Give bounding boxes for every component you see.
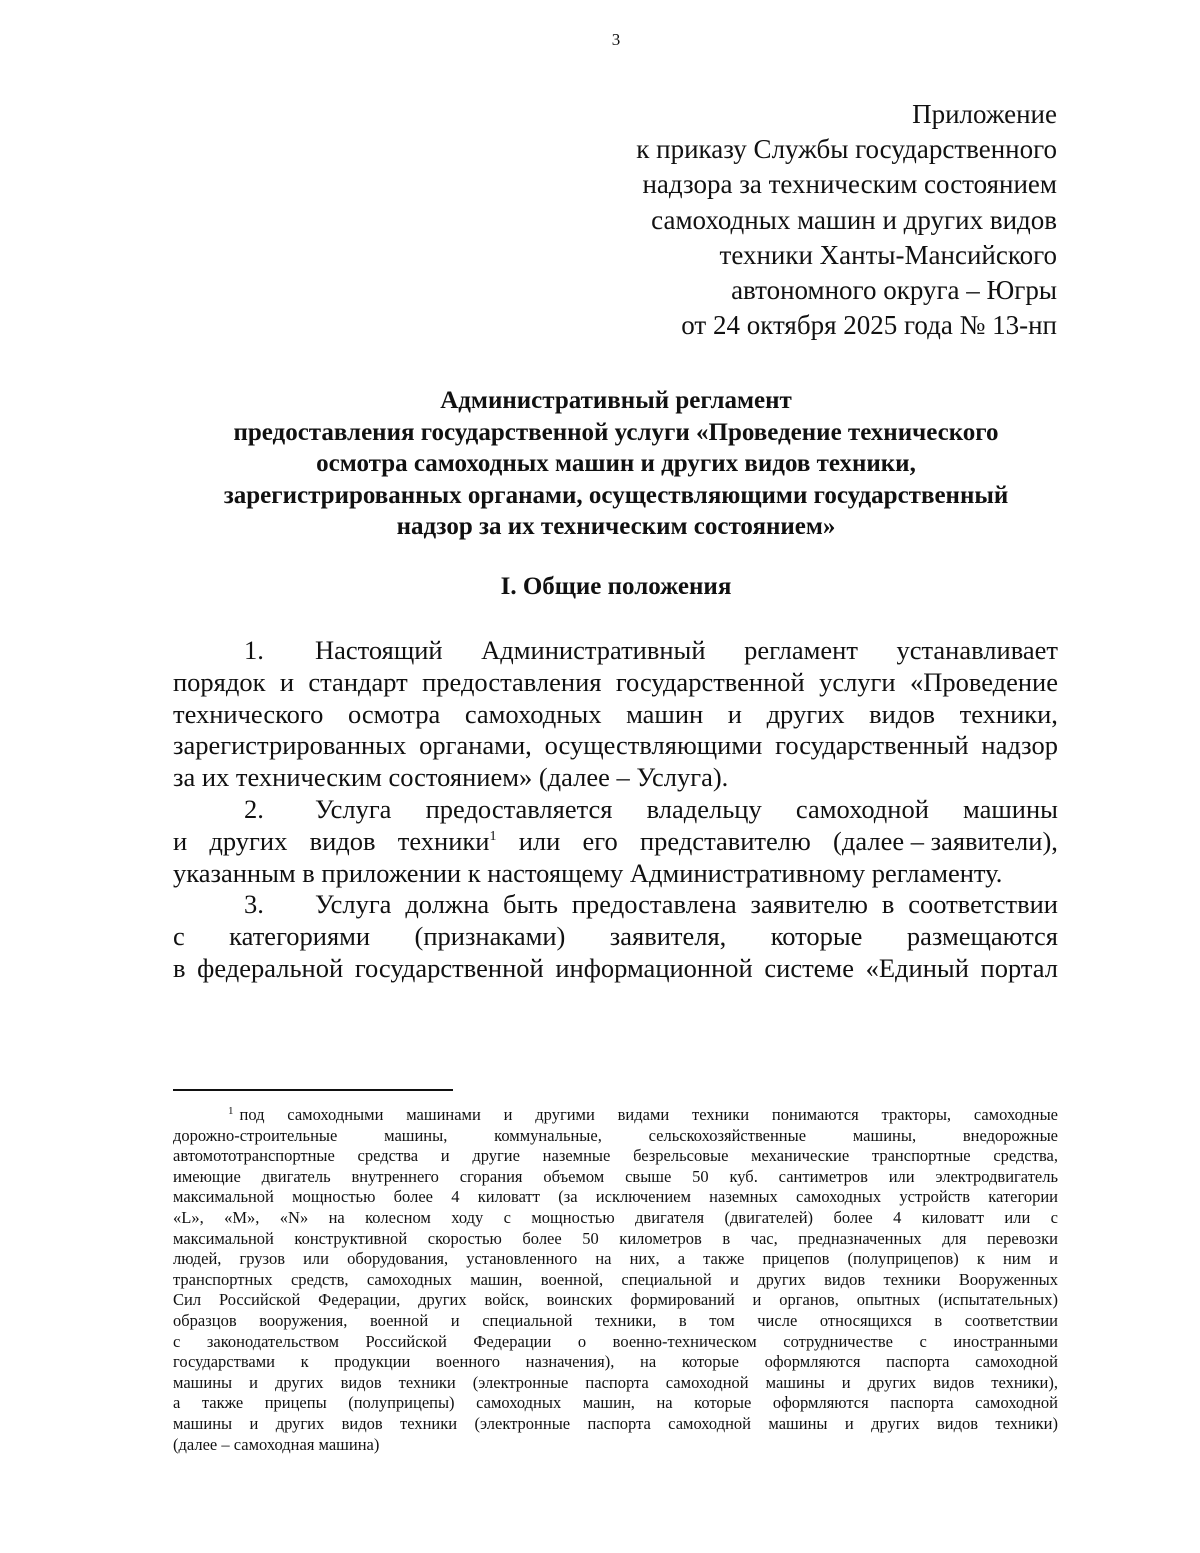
footnote bbox=[173, 1105, 1058, 1455]
footnote-line: образцов вооружения, военной и специальной техники, в том числе относящихся в соответствии bbox=[173, 1310, 1058, 1330]
appendix-line: от 24 октября 2025 года № 13-нп bbox=[681, 310, 1057, 341]
appendix-header bbox=[497, 97, 1057, 343]
footnote-line: автомототранспортные средства и другие наземные безрельсовые механические транспортные средства, bbox=[173, 1146, 1058, 1166]
paragraph-3-line-1: 3. Услуга должна быть предоставлена заявителю в соответствии bbox=[244, 889, 1058, 920]
paragraph-1-line-5: за их техническим состоянием» (далее – Услуга). bbox=[173, 762, 729, 793]
paragraph-2-line-2: и других видов техники$^1$ или его представителю (далее – заявители), bbox=[173, 825, 1058, 856]
paragraph-2-line-3: указанным в приложении к настоящему Административному регламенту. bbox=[173, 857, 1003, 888]
title-line: предоставления государственной услуги «Проведение технического bbox=[233, 418, 999, 446]
title-line: зарегистрированных органами, осуществляющими государственный bbox=[223, 481, 1009, 509]
paragraph-1-line-4: зарегистрированных органами, осуществляющими государственный надзор bbox=[173, 730, 1058, 761]
footnote-line: максимальной мощностью более 4 киловатт (за исключением наземных самоходных устройств категории bbox=[173, 1187, 1058, 1207]
footnote-line: максимальной конструктивной скоростью более 50 километров в час, предназначенных для перевозки bbox=[173, 1228, 1058, 1248]
footnote-line: с законодательством Российской Федерации о военно-техническом сотрудничестве с иностранными bbox=[173, 1331, 1058, 1351]
paragraph-1-line-2: порядок и стандарт предоставления государственной услуги «Проведение bbox=[173, 666, 1058, 697]
body-text bbox=[173, 635, 1058, 985]
footnote-line: государствами к продукции военного назначения), на которые оформляются паспорта самоходной bbox=[173, 1352, 1058, 1372]
paragraph-3-line-3: в федеральной государственной информационной системе «Единый портал bbox=[173, 952, 1058, 983]
appendix-line: автономного округа – Югры bbox=[731, 275, 1057, 306]
document-title bbox=[150, 385, 1082, 543]
footnote-line: машины и других видов техники (электронные паспорта самоходной машины и других видов техники) bbox=[173, 1413, 1058, 1433]
word: устанавливает bbox=[896, 635, 1058, 665]
footnote-reference[interactable]: 1 bbox=[489, 828, 497, 844]
footnote-line: (далее – самоходная машина) bbox=[173, 1434, 380, 1454]
word: регламент bbox=[744, 635, 858, 665]
appendix-line: надзора за техническим состоянием bbox=[642, 169, 1057, 200]
footnote-line: транспортных средств, самоходных машин, военной, специальной и других видов техники Вооруженных bbox=[173, 1269, 1058, 1289]
footnote-line: дорожно-строительные машины, коммунальные, сельскохозяйственные машины, внедорожные bbox=[173, 1125, 1058, 1145]
appendix-line: к приказу Службы государственного bbox=[636, 134, 1057, 165]
footnote-line: машины и других видов техники (электронные паспорта самоходной машины и других видов техники), bbox=[173, 1372, 1058, 1392]
footnote-line: Сил Российской Федерации, других войск, воинских формирований и органов, опытных (испытательных) bbox=[173, 1290, 1058, 1310]
footnote-line: а также прицепы (полуприцепы) самоходных машин, на которые оформляются паспорта самоходной bbox=[173, 1393, 1058, 1413]
paragraph-2-line-1: 2. Услуга предоставляется владельцу самоходной машины bbox=[244, 793, 1058, 824]
footnote-line: людей, грузов или оборудования, установленного на них, а также прицепов (полуприцепов) к ним и bbox=[173, 1249, 1058, 1269]
page-number: 3 bbox=[611, 30, 621, 49]
title-line: надзор за их техническим состоянием» bbox=[396, 513, 836, 540]
paragraph-number: 1. Настоящий bbox=[244, 635, 443, 665]
word: Административный bbox=[481, 635, 706, 665]
section-heading: I. Общие положения bbox=[500, 573, 732, 600]
paragraph-1-line-1 bbox=[173, 635, 1058, 667]
title-line: осмотра самоходных машин и других видов техники, bbox=[316, 450, 916, 477]
paragraph-1-line-3: технического осмотра самоходных машин и других видов техники, bbox=[173, 698, 1058, 729]
appendix-line: самоходных машин и других видов bbox=[651, 204, 1057, 235]
footnote-line: имеющие двигатель внутреннего сгорания объемом свыше 50 куб. сантиметров или электродвигатель bbox=[173, 1166, 1058, 1186]
footnote-divider bbox=[173, 1089, 453, 1091]
paragraph-3-line-2: с категориями (признаками) заявителя, которые размещаются bbox=[173, 921, 1058, 952]
title-line: Административный регламент bbox=[440, 387, 792, 414]
appendix-line: техники Ханты-Мансийского bbox=[719, 239, 1057, 270]
footnote-line: $^1$ под самоходными машинами и другими видами техники понимаются тракторы, самоходные bbox=[228, 1104, 1058, 1124]
appendix-line: Приложение bbox=[912, 99, 1057, 129]
footnote-marker: 1 bbox=[228, 1104, 234, 1117]
footnote-line: «L», «M», «N» на колесном ходу с мощностью двигателя (двигателей) более 4 киловатт или с bbox=[173, 1207, 1058, 1227]
